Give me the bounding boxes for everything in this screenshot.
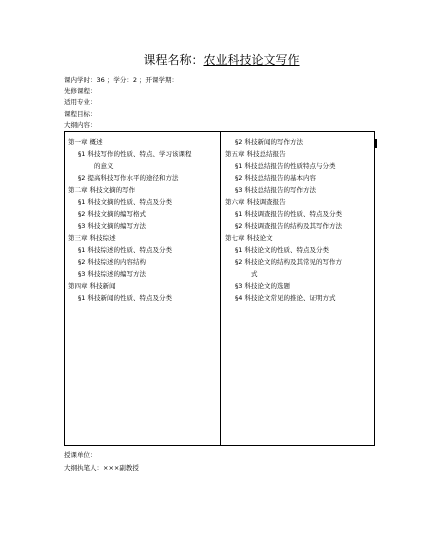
section-item: §3 科技总结报告的写作方法 (235, 186, 316, 194)
major-line: 适用专业： (64, 98, 97, 107)
outline-right-column (225, 136, 373, 304)
section-item: §2 科技综述的内容结构 (78, 258, 146, 266)
section-item: §1 科技总结报告的性质特点与分类 (235, 162, 336, 170)
section-item: §2 科技总结报告的基本内容 (235, 174, 316, 182)
course-name: 农业科技论文写作 (203, 53, 300, 67)
chapter-heading: 第二章 科技文摘的写作 (68, 186, 136, 194)
section-item: 式 (251, 270, 258, 278)
section-item: §2 科技新闻的写作方法 (235, 138, 303, 146)
chapter-heading: 第三章 科技综述 (68, 234, 116, 242)
course-meta (64, 75, 178, 131)
section-item: §3 科技论文的选题 (235, 282, 290, 290)
section-item: §1 科技新闻的性质、特点及分类 (78, 294, 172, 302)
chapter-heading: 第五章 科技总结报告 (225, 150, 286, 158)
prerequisite-line: 先修课程： (64, 87, 97, 96)
section-item: §1 科技综述的性质、特点及分类 (78, 246, 172, 254)
section-item: §4 科技论文常见的推论、证明方式 (235, 294, 336, 302)
outline-author-line: 大纲执笔人：×××副教授 (64, 464, 139, 472)
section-item: §1 科技论文的性质、特点及分类 (235, 246, 329, 254)
outline-table (64, 131, 375, 446)
section-item: §2 提高科技写作水平的途径和方法 (78, 174, 179, 182)
objective-line: 课程目标： (64, 109, 97, 118)
section-item: §2 科技调查报告的结构及其写作方法 (235, 222, 342, 230)
chapter-heading: 第六章 科技调查报告 (225, 198, 286, 206)
section-item: §2 科技论文的结构及其常见的写作方 (235, 258, 342, 266)
course-footer (64, 449, 139, 475)
chapter-heading: 第一章 概述 (68, 138, 103, 146)
outline-left-column (68, 136, 218, 304)
section-item: §1 科技调查报告的性质、特点及分类 (235, 210, 342, 218)
section-item: §3 科技文摘的编写方法 (78, 222, 146, 230)
column-divider (220, 132, 221, 445)
section-item: §1 科技写作的性质、特点、学习该课程 (78, 150, 192, 158)
section-item: 的意义 (94, 162, 114, 170)
chapter-heading: 第四章 科技新闻 (68, 282, 116, 290)
section-item: §1 科技文摘的性质、特点及分类 (78, 198, 172, 206)
section-item: §3 科技综述的编写方法 (78, 270, 146, 278)
hours-credits-line: 课内学时：36 ；学分：2 ；开课学期： (64, 76, 179, 84)
margin-marker (374, 139, 377, 148)
course-title (0, 53, 443, 67)
chapter-heading: 第七章 科技论文 (225, 234, 273, 242)
section-item: §2 科技文摘的编写格式 (78, 210, 146, 218)
course-title-label: 课程名称： (143, 53, 204, 67)
outline-heading: 大纲内容： (64, 120, 97, 129)
teaching-unit-line: 授课单位： (64, 451, 97, 459)
